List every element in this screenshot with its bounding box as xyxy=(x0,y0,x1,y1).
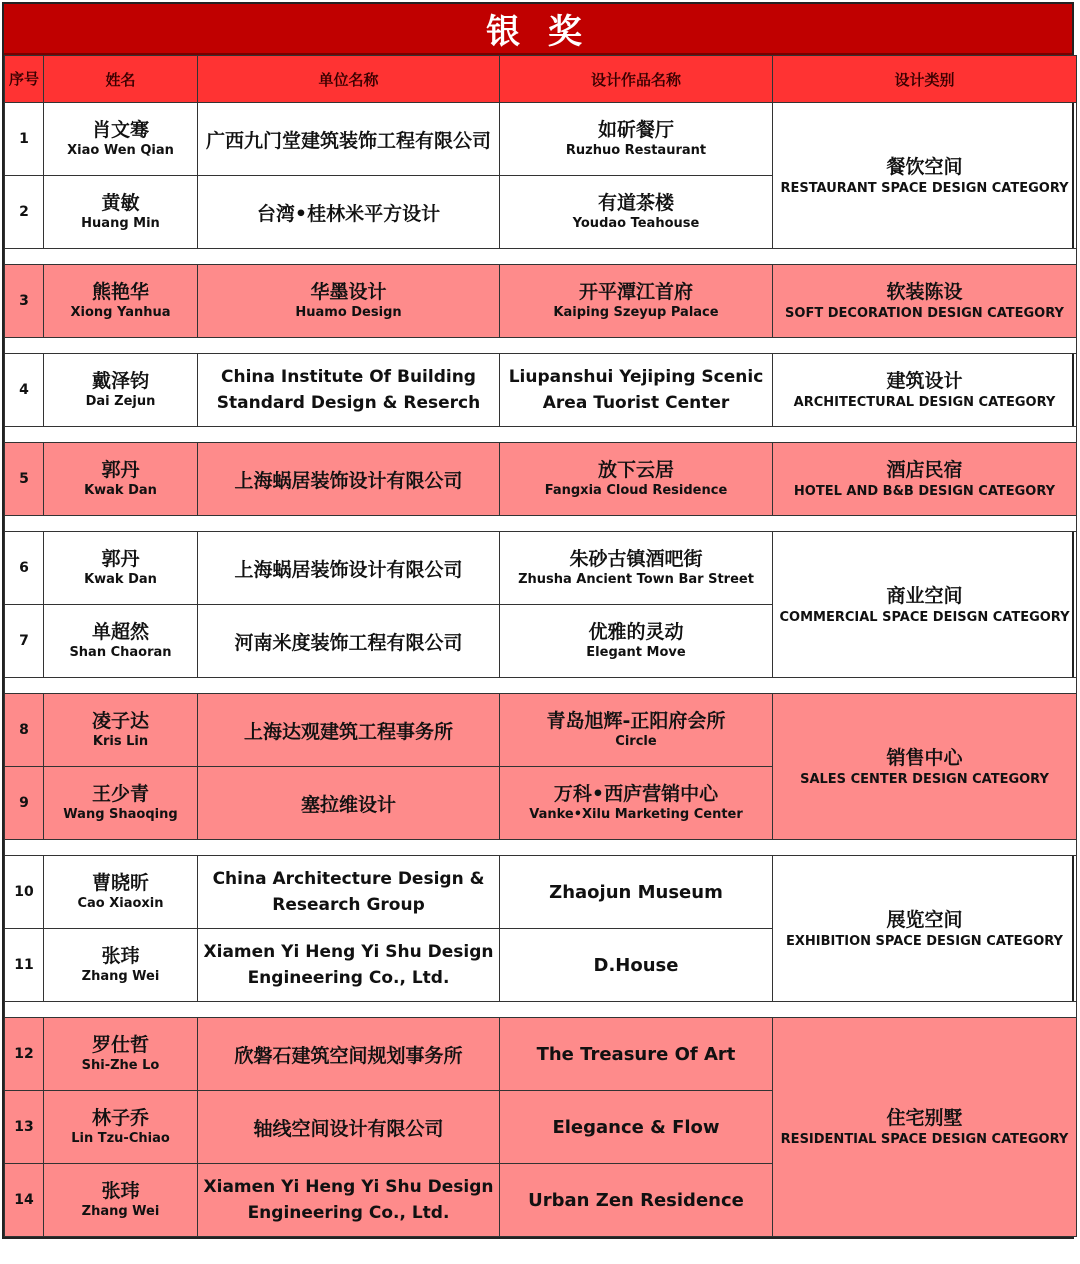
work-cn: 有道茶楼 xyxy=(597,192,674,214)
row-work: Liupanshui Yejiping Scenic Area Tuorist Center xyxy=(500,354,773,427)
row-name xyxy=(44,176,198,249)
category-cn: 餐饮空间 xyxy=(886,155,963,178)
award-table-sheet xyxy=(2,2,1074,1239)
row-work xyxy=(500,767,773,840)
work-cn: 优雅的灵动 xyxy=(588,621,684,643)
category-en: EXHIBITION SPACE DESIGN CATEGORY xyxy=(786,933,1063,949)
row-name xyxy=(44,103,198,176)
work-en: Zhusha Ancient Town Bar Street xyxy=(518,572,754,587)
row-category xyxy=(773,265,1077,338)
table-row xyxy=(5,1018,1077,1091)
work-en: Circle xyxy=(615,734,657,749)
table-row xyxy=(5,694,1077,767)
name-en: Kwak Dan xyxy=(84,572,157,587)
category-en: ARCHITECTURAL DESIGN CATEGORY xyxy=(793,395,1056,410)
name-cn: 郭丹 xyxy=(101,459,140,481)
name-cn: 肖文骞 xyxy=(91,119,149,141)
row-category xyxy=(773,694,1077,840)
work-cn: 如斫餐厅 xyxy=(597,119,674,141)
name-en: Lin Tzu-Chiao xyxy=(71,1131,170,1146)
category-cn: 住宅别墅 xyxy=(886,1107,963,1129)
name-en: Shi-Zhe Lo xyxy=(81,1058,160,1073)
name-en: Xiong Yanhua xyxy=(70,305,171,320)
table-row xyxy=(5,856,1077,929)
row-category xyxy=(773,856,1077,1002)
header-row xyxy=(5,56,1077,103)
row-org: 广西九门堂建筑装饰工程有限公司 xyxy=(198,103,500,176)
row-work: Zhaojun Museum xyxy=(500,856,773,929)
spacer-row xyxy=(5,840,1077,856)
row-seq: 13 xyxy=(5,1091,44,1164)
row-category xyxy=(773,354,1077,427)
spacer-row xyxy=(5,249,1077,265)
row-org: 轴线空间设计有限公司 xyxy=(198,1091,500,1164)
work-cn: 放下云居 xyxy=(597,459,674,481)
row-category xyxy=(773,443,1077,516)
row-name xyxy=(44,1018,198,1091)
row-seq: 6 xyxy=(5,532,44,605)
row-name xyxy=(44,1164,198,1237)
header-work: 设计作品名称 xyxy=(500,56,773,103)
row-work xyxy=(500,532,773,605)
header-seq: 序号 xyxy=(5,56,44,103)
row-seq: 7 xyxy=(5,605,44,678)
row-org: 塞拉维设计 xyxy=(198,767,500,840)
row-seq: 1 xyxy=(5,103,44,176)
row-seq: 9 xyxy=(5,767,44,840)
name-cn: 单超然 xyxy=(91,621,149,643)
name-cn: 曹晓昕 xyxy=(91,872,149,894)
row-org: 台湾•桂林米平方设计 xyxy=(198,176,500,249)
row-name xyxy=(44,443,198,516)
row-seq: 2 xyxy=(5,176,44,249)
row-category xyxy=(773,1018,1077,1237)
work-cn: 万科•西庐营销中心 xyxy=(553,783,719,805)
name-cn: 戴泽钧 xyxy=(91,370,149,392)
row-name xyxy=(44,605,198,678)
work-cn: 开平潭江首府 xyxy=(578,281,693,303)
name-en: Huang Min xyxy=(81,216,160,231)
spacer-row xyxy=(5,1002,1077,1018)
name-cn: 张玮 xyxy=(101,945,140,967)
row-work: Elegance & Flow xyxy=(500,1091,773,1164)
category-en: HOTEL AND B&B DESIGN CATEGORY xyxy=(793,484,1056,499)
table-row xyxy=(5,103,1077,176)
row-seq: 12 xyxy=(5,1018,44,1091)
row-org: 欣磐石建筑空间规划事务所 xyxy=(198,1018,500,1091)
category-en: RESIDENTIAL SPACE DESIGN CATEGORY xyxy=(780,1132,1069,1147)
row-work: The Treasure Of Art xyxy=(500,1018,773,1091)
row-seq: 11 xyxy=(5,929,44,1002)
row-seq: 8 xyxy=(5,694,44,767)
name-en: Kris Lin xyxy=(92,734,149,749)
row-work xyxy=(500,103,773,176)
name-cn: 王少青 xyxy=(91,783,149,805)
row-name xyxy=(44,767,198,840)
row-name xyxy=(44,694,198,767)
header-category: 设计类别 xyxy=(773,56,1077,103)
name-cn: 张玮 xyxy=(101,1180,140,1202)
category-cn: 酒店民宿 xyxy=(886,459,963,481)
name-en: Shan Chaoran xyxy=(69,645,172,660)
work-en: Vanke•Xilu Marketing Center xyxy=(529,807,743,822)
spacer-row xyxy=(5,427,1077,443)
row-name xyxy=(44,1091,198,1164)
row-seq: 10 xyxy=(5,856,44,929)
row-work: D.House xyxy=(500,929,773,1002)
row-name xyxy=(44,929,198,1002)
category-en: RESTAURANT SPACE DESIGN CATEGORY xyxy=(780,180,1069,196)
work-en: Ruzhuo Restaurant xyxy=(565,143,707,158)
category-cn: 销售中心 xyxy=(886,746,963,769)
category-cn: 建筑设计 xyxy=(886,370,963,392)
row-name xyxy=(44,354,198,427)
row-org: 上海蜗居装饰设计有限公司 xyxy=(198,443,500,516)
category-en: SALES CENTER DESIGN CATEGORY xyxy=(800,771,1049,787)
row-seq: 14 xyxy=(5,1164,44,1237)
name-cn: 郭丹 xyxy=(101,548,140,570)
row-work: Urban Zen Residence xyxy=(500,1164,773,1237)
name-en: Dai Zejun xyxy=(85,394,156,409)
table-row xyxy=(5,265,1077,338)
work-cn: 朱砂古镇酒吧街 xyxy=(569,548,703,570)
row-org: China Institute Of Building Standard Design & Reserch xyxy=(198,354,500,427)
name-cn: 林子乔 xyxy=(91,1107,149,1129)
work-cn: 青岛旭辉-正阳府会所 xyxy=(546,710,726,732)
name-cn: 黄敏 xyxy=(101,192,140,214)
work-en: Kaiping Szeyup Palace xyxy=(553,305,719,320)
row-seq: 5 xyxy=(5,443,44,516)
row-org: Xiamen Yi Heng Yi Shu Design Engineering Co., Ltd. xyxy=(198,929,500,1002)
row-org: China Architecture Design & Research Group xyxy=(198,856,500,929)
name-en: Xiao Wen Qian xyxy=(67,143,174,158)
work-en: Elegant Move xyxy=(586,645,686,660)
row-name xyxy=(44,856,198,929)
name-en: Cao Xiaoxin xyxy=(77,896,164,911)
header-name: 姓名 xyxy=(44,56,198,103)
category-cn: 软装陈设 xyxy=(886,281,963,303)
row-org: 河南米度装饰工程有限公司 xyxy=(198,605,500,678)
work-en: Fangxia Cloud Residence xyxy=(544,483,728,498)
row-org xyxy=(198,265,500,338)
row-category xyxy=(773,103,1077,249)
row-org: Xiamen Yi Heng Yi Shu Design Engineering Co., Ltd. xyxy=(198,1164,500,1237)
header-org: 单位名称 xyxy=(198,56,500,103)
spacer-row xyxy=(5,338,1077,354)
name-en: Kwak Dan xyxy=(84,483,157,498)
category-en: SOFT DECORATION DESIGN CATEGORY xyxy=(785,306,1064,321)
row-work xyxy=(500,694,773,767)
spacer-row xyxy=(5,516,1077,532)
org-en: Huamo Design xyxy=(295,305,402,320)
table-row xyxy=(5,354,1077,427)
name-cn: 凌子达 xyxy=(91,710,149,732)
name-cn: 熊艳华 xyxy=(91,281,149,303)
category-cn: 展览空间 xyxy=(886,908,963,931)
name-en: Wang Shaoqing xyxy=(63,807,178,822)
name-en: Zhang Wei xyxy=(81,969,160,984)
work-en: Youdao Teahouse xyxy=(572,216,700,231)
category-en: COMMERCIAL SPACE DEISGN CATEGORY xyxy=(779,609,1070,625)
table-row xyxy=(5,443,1077,516)
row-org: 上海达观建筑工程事务所 xyxy=(198,694,500,767)
row-work xyxy=(500,176,773,249)
name-en: Zhang Wei xyxy=(81,1204,160,1219)
row-category xyxy=(773,532,1077,678)
row-seq: 4 xyxy=(5,354,44,427)
row-work xyxy=(500,605,773,678)
row-name xyxy=(44,265,198,338)
table-row xyxy=(5,532,1077,605)
award-table xyxy=(4,55,1077,1237)
award-title: 银 奖 xyxy=(4,4,1072,55)
row-seq: 3 xyxy=(5,265,44,338)
row-work xyxy=(500,443,773,516)
row-name xyxy=(44,532,198,605)
name-cn: 罗仕哲 xyxy=(91,1034,149,1056)
row-work xyxy=(500,265,773,338)
spacer-row xyxy=(5,678,1077,694)
category-cn: 商业空间 xyxy=(886,584,963,607)
org-cn: 华墨设计 xyxy=(310,281,387,303)
row-org: 上海蜗居装饰设计有限公司 xyxy=(198,532,500,605)
